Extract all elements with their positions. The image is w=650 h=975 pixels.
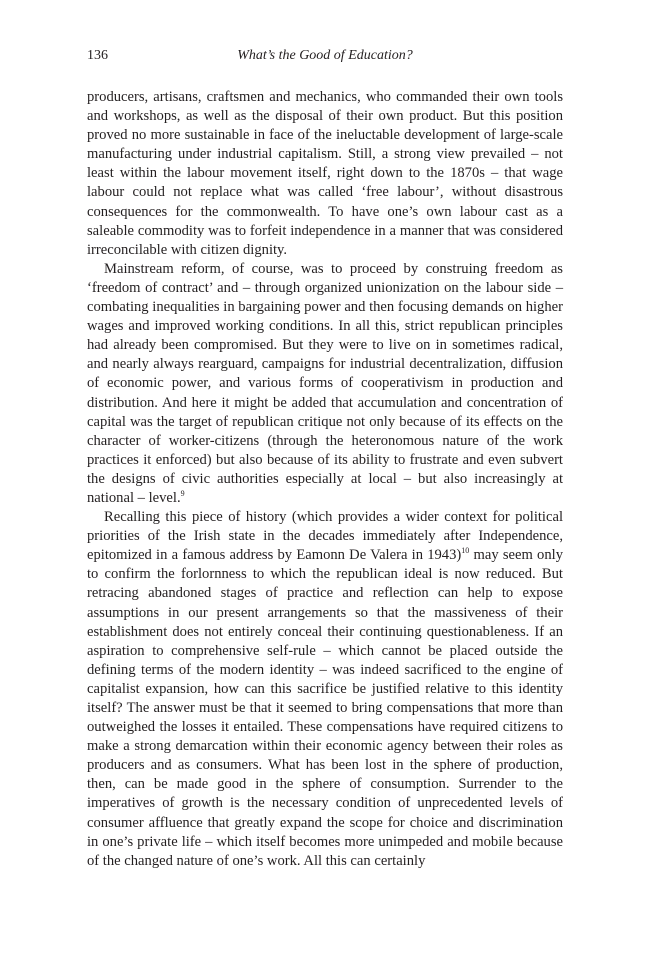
page-number: 136 (87, 48, 108, 63)
body-text (87, 88, 563, 871)
paragraph-continued (87, 88, 563, 260)
paragraph-text: may seem only to confirm the forlornness to which the republican ideal is now reduced. But retracing abandoned stages of practice and reflection can help to expose assumptions in our present arrangements so that the massiveness of their establishment does not entirely conceal their continuing questionableness. If an aspiration to comprehensive self-rule – which cannot be placed outside the defining terms of the modern identity – was indeed sacrificed to the engine of capitalist expansion, how can this sacrifice be justified relative to this identity itself? The answer must be that it seemed to bring compensations that more than outweighed the losses it entailed. These compensations have required citizens to make a strong demarcation within their economic agency between their roles as producers and as consumers. What has been lost in the sphere of production, then, can be made good in the sphere of consumption. Surrender to the imperatives of growth is the necessary condition of unprecedented levels of consumer affluence that greatly expand the scope for choice and discrimination in one’s private life – which itself becomes more unimpeded and mobile because of the changed nature of one’s work. All this can certainly (87, 547, 563, 869)
paragraph-recalling-history (87, 508, 563, 871)
footnote-marker[interactable]: 9 (180, 488, 185, 498)
running-head (87, 46, 563, 66)
book-title: What’s the Good of Education? (237, 48, 413, 63)
footnote-marker[interactable]: 10 (461, 546, 470, 556)
paragraph-text: Mainstream reform, of course, was to proceed by construing freedom as ‘freedom of contract’ and – through organized unionization on the labour side – combating inequalities in bargaining power and then focusing demands on higher wages and improved working conditions. In all this, strict republican principles had already been compromised. But they were to live on in sometimes radical, and nearly always rearguard, campaigns for industrial decentralization, diffusion of economic power, and various forms of cooperativism in production and distribution. And here it might be added that accumulation and concentration of capital was the target of republican critique not only because of its effects on the character of worker-citizens (through the heteronomous nature of the work practices it enforced) but also because of its ability to frustrate and even subvert the designs of civic authorities especially at local – but also increasingly at national – level. (87, 260, 563, 506)
paragraph-text: Recalling this piece of history (which provides a wider context for political priorities of the Irish state in the decades immediately after Independence, epitomized in a famous address by Eamonn De Valera in 1943) (87, 509, 563, 564)
paragraph-mainstream-reform (87, 260, 563, 508)
paragraph-text: producers, artisans, craftsmen and mechanics, who commanded their own tools and workshops, as well as the disposal of their own product. But this position proved no more sustainable in face of the ineluctable development of large-scale manufacturing under industrial capitalism. Still, a strong view prevailed – not least within the labour movement itself, right down to the 1870s – that wage labour could not replace what was called ‘free labour’, without disastrous consequences for the commonwealth. To have one’s own labour cast as a saleable commodity was to forfeit independence in a manner that was considered irreconcilable with citizen dignity. (87, 89, 563, 258)
